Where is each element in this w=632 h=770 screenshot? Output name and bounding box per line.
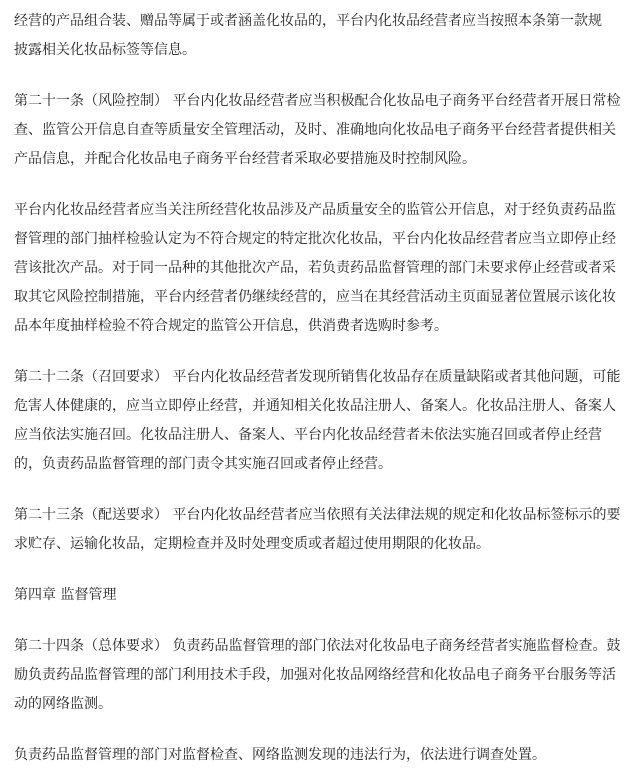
text-line: 督管理的部门抽样检验认定为不符合规定的特定批次化妆品，平台内化妆品经营者应当立即停止经 — [14, 231, 616, 247]
article-22-recall — [14, 363, 632, 479]
text-line: 经营的产品组合装、赠品等属于或者涵盖化妆品的，平台内化妆品经营者应当按照本条第一款规 — [14, 13, 602, 29]
text-line: 求贮存、运输化妆品，定期检查并及时处理变质或者超过使用期限的化妆品。 — [14, 536, 490, 552]
paragraph-investigation — [14, 741, 632, 770]
text-line: 查、监管公开信息自查等质量安全管理活动，及时、准确地向化妆品电子商务平台经营者提供相关 — [14, 122, 616, 138]
text-line: 第二十二条（召回要求） 平台内化妆品经营者发现所销售化妆品存在质量缺陷或者其他问题，可能 — [14, 369, 621, 385]
chapter-title: 第四章 监督管理 — [14, 587, 117, 603]
paragraph-label-disclosure — [14, 7, 632, 65]
chapter-4-heading — [14, 581, 632, 610]
text-line: 披露相关化妆品标签等信息。 — [14, 42, 196, 58]
text-line: 平台内化妆品经营者应当关注所经营化妆品涉及产品质量安全的监管公开信息，对于经负责药品监 — [14, 202, 616, 218]
text-line: 的，负责药品监督管理的部门责令其实施召回或者停止经营。 — [14, 456, 392, 472]
text-line: 危害人体健康的，应当立即停止经营，并通知相关化妆品注册人、备案人。化妆品注册人、备案人 — [14, 398, 616, 414]
text-line: 产品信息，并配合化妆品电子商务平台经营者采取必要措施及时控制风险。 — [14, 151, 476, 167]
document-body — [14, 7, 632, 770]
text-line: 负责药品监督管理的部门对监督检查、网络监测发现的违法行为，依法进行调查处置。 — [14, 747, 546, 763]
text-line: 第二十一条（风险控制） 平台内化妆品经营者应当积极配合化妆品电子商务平台经营者开展日常检 — [14, 93, 621, 109]
text-line: 动的网络监测。 — [14, 696, 112, 712]
text-line: 营该批次产品。对于同一品种的其他批次产品，若负责药品监督管理的部门未要求停止经营或者采 — [14, 260, 616, 276]
text-line: 第二十四条（总体要求） 负责药品监督管理的部门依法对化妆品电子商务经营者实施监督检查。鼓 — [14, 638, 621, 654]
text-line: 品本年度抽样检验不符合规定的监管公开信息，供消费者选购时参考。 — [14, 318, 448, 334]
article-24-general — [14, 632, 632, 719]
text-line: 取其它风险控制措施，平台内经营者仍继续经营的，应当在其经营活动主页面显著位置展示该化妆 — [14, 289, 616, 305]
text-line: 励负责药品监督管理的部门利用技术手段，加强对化妆品网络经营和化妆品电子商务平台服务等活 — [14, 667, 616, 683]
article-23-delivery — [14, 501, 632, 559]
text-line: 应当依法实施召回。化妆品注册人、备案人、平台内化妆品经营者未依法实施召回或者停止经营 — [14, 427, 602, 443]
paragraph-supervision-notice — [14, 196, 632, 341]
article-21-risk-control — [14, 87, 632, 174]
text-line: 第二十三条（配送要求） 平台内化妆品经营者应当依照有关法律法规的规定和化妆品标签标示的要 — [14, 507, 621, 523]
